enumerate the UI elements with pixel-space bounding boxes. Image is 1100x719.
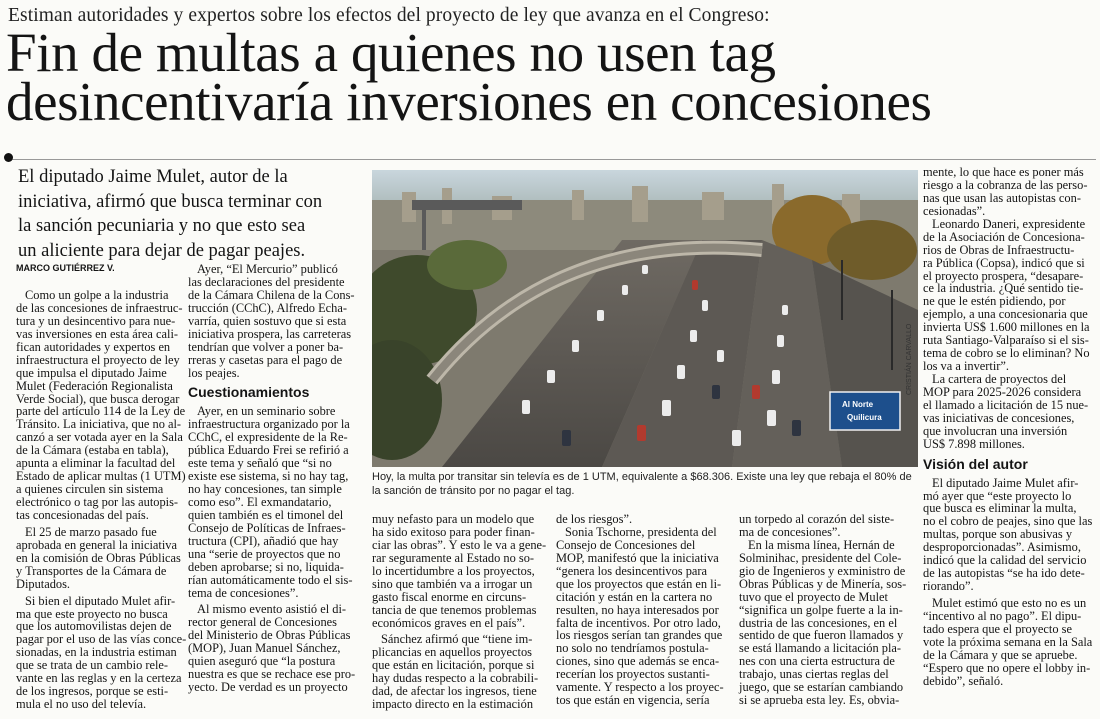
text-line: Obras Públicas y de Minería, sos- <box>739 576 907 591</box>
text-line: que los proyectos que están en li- <box>556 576 722 591</box>
text-line: Diputados. <box>16 576 71 591</box>
text-line: La cartera de proyectos del <box>932 372 1067 386</box>
text-line: tendrían que volver a poner ba- <box>188 339 344 354</box>
subheading-vision: Visión del autor <box>923 455 1028 472</box>
text-line: riorando”. <box>923 579 974 594</box>
text-line: de las autopistas “se ha ido dete- <box>923 566 1085 581</box>
text-line: sionadas, en la industria estiman <box>16 645 177 660</box>
text-line: vas inversiones en esta área cali- <box>16 326 179 341</box>
text-line: (MOP), Juan Manuel Sánchez, <box>188 641 341 656</box>
text-line: que involucran una inversión <box>923 423 1068 438</box>
text-line: en la comisión de Obras Públicas <box>16 550 181 565</box>
text-line: rios de Obras de Infraestructu- <box>923 242 1075 257</box>
text-line: gasto fiscal enorme en circuns- <box>372 589 527 604</box>
photo-caption: Hoy, la multa por transitar sin televía es de 1 UTM, equivalente a $68.306. Existe una ley que rebaja el 80% de la sanción de tránsito por no pagar el tag. <box>372 471 912 497</box>
text-line: sentido de que fueron llamados y <box>739 628 904 643</box>
text-line: que busca es eliminar la multa, <box>923 501 1077 516</box>
column-6 <box>923 166 1095 688</box>
text-line: el llamado a licitación de 15 nue- <box>923 397 1089 412</box>
column-2 <box>188 263 363 694</box>
bullet-dot-icon <box>4 153 13 162</box>
text-line: vas iniciativas de concesiones, <box>923 410 1075 425</box>
text-line: CChC, el expresidente de la Re- <box>188 430 348 445</box>
column-4 <box>556 513 734 707</box>
text-line: no hay concesiones, tan simple <box>188 482 342 497</box>
subheading-cuestionamientos: Cuestionamientos <box>188 384 310 401</box>
text-line: nas que usan las autopistas con- <box>923 190 1081 205</box>
text-line: US$ 7.898 millones. <box>923 436 1025 451</box>
text-line: infraestructura organizado por la <box>188 417 350 432</box>
text-line: como eso”. El exmandatario, <box>188 494 332 509</box>
text-line: ejemplo, a una concesionaria que <box>923 307 1088 322</box>
text-line: del Ministerio de Obras Públicas <box>188 628 351 643</box>
deck-line: El diputado Jaime Mulet, autor de la <box>18 167 288 187</box>
text-line: Consejo de Concesiones del <box>556 537 696 552</box>
text-line: mente, lo que hace es poner más <box>923 165 1084 179</box>
text-line: pública Eduardo Frei se refirió a <box>188 443 349 458</box>
text-line: invierta US$ 1.600 millones en la <box>923 320 1090 335</box>
headline-line-1: Fin de multas a quienes no usen tag <box>6 22 776 83</box>
text-line: plicancias en aquellos proyectos <box>372 645 532 660</box>
text-line: tancia de que tenemos problemas <box>372 602 537 617</box>
text-line: iniciativa prospera, las carreteras <box>188 326 352 341</box>
text-line: “Espero que no opere el lobby in- <box>923 660 1091 675</box>
text-line: yecto. De verdad es un proyecto <box>188 680 348 695</box>
text-line: Mulet estimó que esto no es un <box>932 596 1087 611</box>
text-line: varría, quien sostuvo que si esta <box>188 313 347 328</box>
text-line: ma que este proyecto no busca <box>16 606 168 621</box>
text-line: MOP, manifestó que la iniciativa <box>556 550 719 565</box>
text-line: citación y están en la cartera no <box>556 589 713 604</box>
text-line: los peajes. <box>188 365 240 380</box>
text-line: apunta a eliminar la facultad del <box>16 456 176 471</box>
text-line: impacto directo en la estimación <box>372 697 534 712</box>
text-line: ciones, sino que además se enca- <box>556 654 720 669</box>
column-5 <box>739 513 915 707</box>
text-line: no solo no tendríamos postula- <box>556 641 709 656</box>
deck-line: un aliciente para dejar de pagar peajes. <box>18 240 306 261</box>
text-line: fican autoridades y expertos en <box>16 339 171 354</box>
text-line: Verde Social), que busca derogar <box>16 391 180 406</box>
text-line: de la Cámara y que se apruebe. <box>923 647 1078 662</box>
text-line: una “serie de proyectos que no <box>188 546 341 561</box>
text-line: multas, porque son abusivas y <box>923 527 1073 542</box>
text-line: rector general de Concesiones <box>188 615 337 630</box>
text-line: existe ese sistema, si no hay tag, <box>188 469 349 484</box>
text-line: no el cobro de peajes, sino que las <box>923 514 1093 529</box>
divider-rule <box>6 159 1096 160</box>
text-line: mó ayer que “este proyecto lo <box>923 488 1072 503</box>
text-line: canzó a ser votada ayer en la Sala <box>16 430 183 445</box>
text-line: que impulsa el diputado Jaime <box>16 365 167 380</box>
road-sign-line-1: Al Norte <box>842 400 874 409</box>
headline-line-2: desincentivaría inversiones en concesiones <box>6 71 932 132</box>
text-line: Ayer, en un seminario sobre <box>197 404 336 419</box>
text-line: aprobada en general la iniciativa <box>16 537 177 552</box>
text-line: ha sido exitoso para poder finan- <box>372 524 535 539</box>
text-line: que se trata de un cambio rele- <box>16 658 169 673</box>
text-line: Si bien el diputado Mulet afir- <box>25 593 176 608</box>
text-line: nuestra es que se rechace ese pro- <box>188 667 356 682</box>
text-line: infraestructura el proyecto de ley <box>16 352 180 367</box>
text-line: que los automovilistas dejen de <box>16 619 172 634</box>
text-line: vamente. Y respecto a los proyec- <box>556 680 724 695</box>
text-line: de la Cámara Chilena de la Cons- <box>188 287 355 302</box>
text-line: Al mismo evento asistió el di- <box>197 602 347 617</box>
text-line: muy nefasto para un modelo que <box>372 512 535 526</box>
text-line: recerían los proyectos sustanti- <box>556 667 710 682</box>
text-line: este tema y señaló que “si no <box>188 456 332 471</box>
text-line: tema de cobro se lo eliminan? No <box>923 346 1090 361</box>
road-sign-line-2: Quilicura <box>847 413 882 422</box>
text-line: Tránsito. La iniciativa, que no al- <box>16 417 182 432</box>
text-line: trucción (CChC), Alfredo Echa- <box>188 300 347 315</box>
text-line: de las concesiones de infraestruc- <box>16 300 183 315</box>
text-line: vote la próxima semana en la Sala <box>923 634 1093 649</box>
text-line: tuvo que el proyecto de Mulet <box>739 589 888 604</box>
text-line: Sánchez afirmó que “tiene im- <box>381 632 533 647</box>
text-line: de la Cámara (estaba en tabla), <box>16 443 169 458</box>
text-line: rían automáticamente todo el sis- <box>188 572 353 587</box>
text-line: quien aseguró que “la postura <box>188 654 336 669</box>
text-line: tas concesionadas del país. <box>16 507 149 522</box>
text-line: Mulet (Federación Regionalista <box>16 378 173 393</box>
text-line: de los riesgos”. <box>556 512 633 526</box>
text-line: que están en licitación, porque si <box>372 658 535 673</box>
text-line: ruta Santiago-Valparaíso si el sis- <box>923 333 1089 348</box>
text-line: y Transportes de la Cámara de <box>16 563 167 578</box>
text-line: nes con una cierta estructura de <box>739 654 895 669</box>
text-line: “incentivo al no pago”. El dipu- <box>923 608 1082 623</box>
text-line: de los ingresos, porque se esti- <box>16 684 169 699</box>
text-line: Sonia Tschorne, presidenta del <box>565 524 717 539</box>
text-line: tructura (CPI), añadió que hay <box>188 533 339 548</box>
text-line: trabajo, unas ciertas reglas del <box>739 667 889 682</box>
headline <box>6 22 1096 132</box>
text-line: indicó que la calidad del servicio <box>923 553 1087 568</box>
text-line: tema de concesiones”. <box>188 585 299 600</box>
text-line: vante en las reglas y en la certeza <box>16 671 182 686</box>
column-3 <box>372 513 550 711</box>
highway-photo <box>372 170 918 467</box>
text-line: cesionadas”. <box>923 203 986 218</box>
text-line: electrónico o tag por las autopis- <box>16 495 179 509</box>
text-line: juego, que se estarían cambiando <box>739 680 904 695</box>
text-line: deben aprobarse; si no, liquida- <box>188 559 344 574</box>
text-line: tura y un desincentivo para nue- <box>16 313 176 328</box>
deck <box>18 165 358 263</box>
text-line: rar seguramente al Estado no so- <box>372 550 535 565</box>
deck-line: la sanción pecuniaria y no que esto sea <box>18 216 306 236</box>
text-line: rreras y casetas para el pago de <box>188 352 343 367</box>
text-line: desproporcionadas”. Asimismo, <box>923 540 1081 555</box>
text-line: ma de concesiones”. <box>739 524 841 539</box>
text-line: tado espera que el proyecto se <box>923 621 1072 636</box>
text-line: ra Pública (Copsa), indicó que si <box>923 255 1085 270</box>
text-line: El diputado Jaime Mulet afir- <box>932 475 1079 490</box>
text-line: ce la industria. ¿Qué sentido tie- <box>923 281 1084 296</box>
text-line: a quienes circulen sin sistema <box>16 482 164 497</box>
text-line: los va a invertir”. <box>923 359 1010 374</box>
text-line: En la misma línea, Hernán de <box>748 537 895 552</box>
highway-photo-image <box>372 170 918 467</box>
text-line: falta de incentivos. Por otro lado, <box>556 615 721 630</box>
text-line: riesgo a la cobranza de las perso- <box>923 177 1088 192</box>
text-line: sino que también va a irrogar un <box>372 576 533 591</box>
text-line: pagar por el uso de las vías conce- <box>16 632 187 647</box>
photo-credit: CRISTIÁN CARVALLO <box>906 323 913 395</box>
kicker: Estiman autoridades y expertos sobre los efectos del proyecto de ley que avanza en el Congreso: <box>8 5 770 26</box>
text-line: los riesgos serían tan grandes que <box>556 628 723 643</box>
text-line: El 25 de marzo pasado fue <box>25 524 157 539</box>
text-line: ciar las obras”. Y esto le va a gene- <box>372 537 547 552</box>
text-line: resulten, no haya interesados por <box>556 602 719 617</box>
text-line: Leonardo Daneri, expresidente <box>932 216 1086 231</box>
text-line: Solminihac, presidente del Cole- <box>739 550 902 565</box>
text-line: Consejo de Políticas de Infraes- <box>188 520 346 535</box>
text-line: debido”, señaló. <box>923 673 1004 688</box>
deck-line: iniciativa, afirmó que busca terminar con <box>18 191 323 212</box>
byline: MARCO GUTIÉRREZ V. <box>16 263 115 273</box>
text-line: quien también es el timonel del <box>188 507 344 522</box>
text-line: dad, de afectar los ingresos, tiene <box>372 684 537 699</box>
road-sign <box>830 392 900 430</box>
text-line: de la Asociación de Concesiona- <box>923 229 1085 244</box>
text-line: Ayer, “El Mercurio” publicó <box>197 262 338 276</box>
column-1 <box>16 289 188 711</box>
text-line: un torpedo al corazón del siste- <box>739 512 895 526</box>
text-line: MOP para 2025-2026 considera <box>923 384 1082 399</box>
text-line: se está llamando a licitación pla- <box>739 641 902 656</box>
text-line: Como un golpe a la industria <box>25 288 169 302</box>
text-line: dustria de las concesiones, en el <box>739 615 898 630</box>
text-line: hay dudas respecto a la cobrabili- <box>372 671 539 686</box>
text-line: mula el no uso del televía. <box>16 697 147 712</box>
text-line: las declaraciones del presidente <box>188 274 345 289</box>
text-line: el proyecto prospera, “desapare- <box>923 268 1084 283</box>
text-line: lo incertidumbre a los proyectos, <box>372 563 535 578</box>
text-line: gio de Ingenieros y exministro de <box>739 563 906 578</box>
text-line: Estado de aplicar multas (1 UTM) <box>16 469 186 484</box>
text-line: si se aprueba esta ley. Es, obvia- <box>739 693 900 708</box>
text-line: “genera los desincentivos para <box>556 563 708 578</box>
text-line: parte del artículo 114 de la Ley de <box>16 404 186 419</box>
text-line: económicos graves en el país”. <box>372 615 526 630</box>
text-line: ne que le estén pidiendo, por <box>923 294 1066 309</box>
text-line: “significa un golpe fuerte a la in- <box>739 602 903 617</box>
text-line: tos que están en vigencia, sería <box>556 693 710 708</box>
